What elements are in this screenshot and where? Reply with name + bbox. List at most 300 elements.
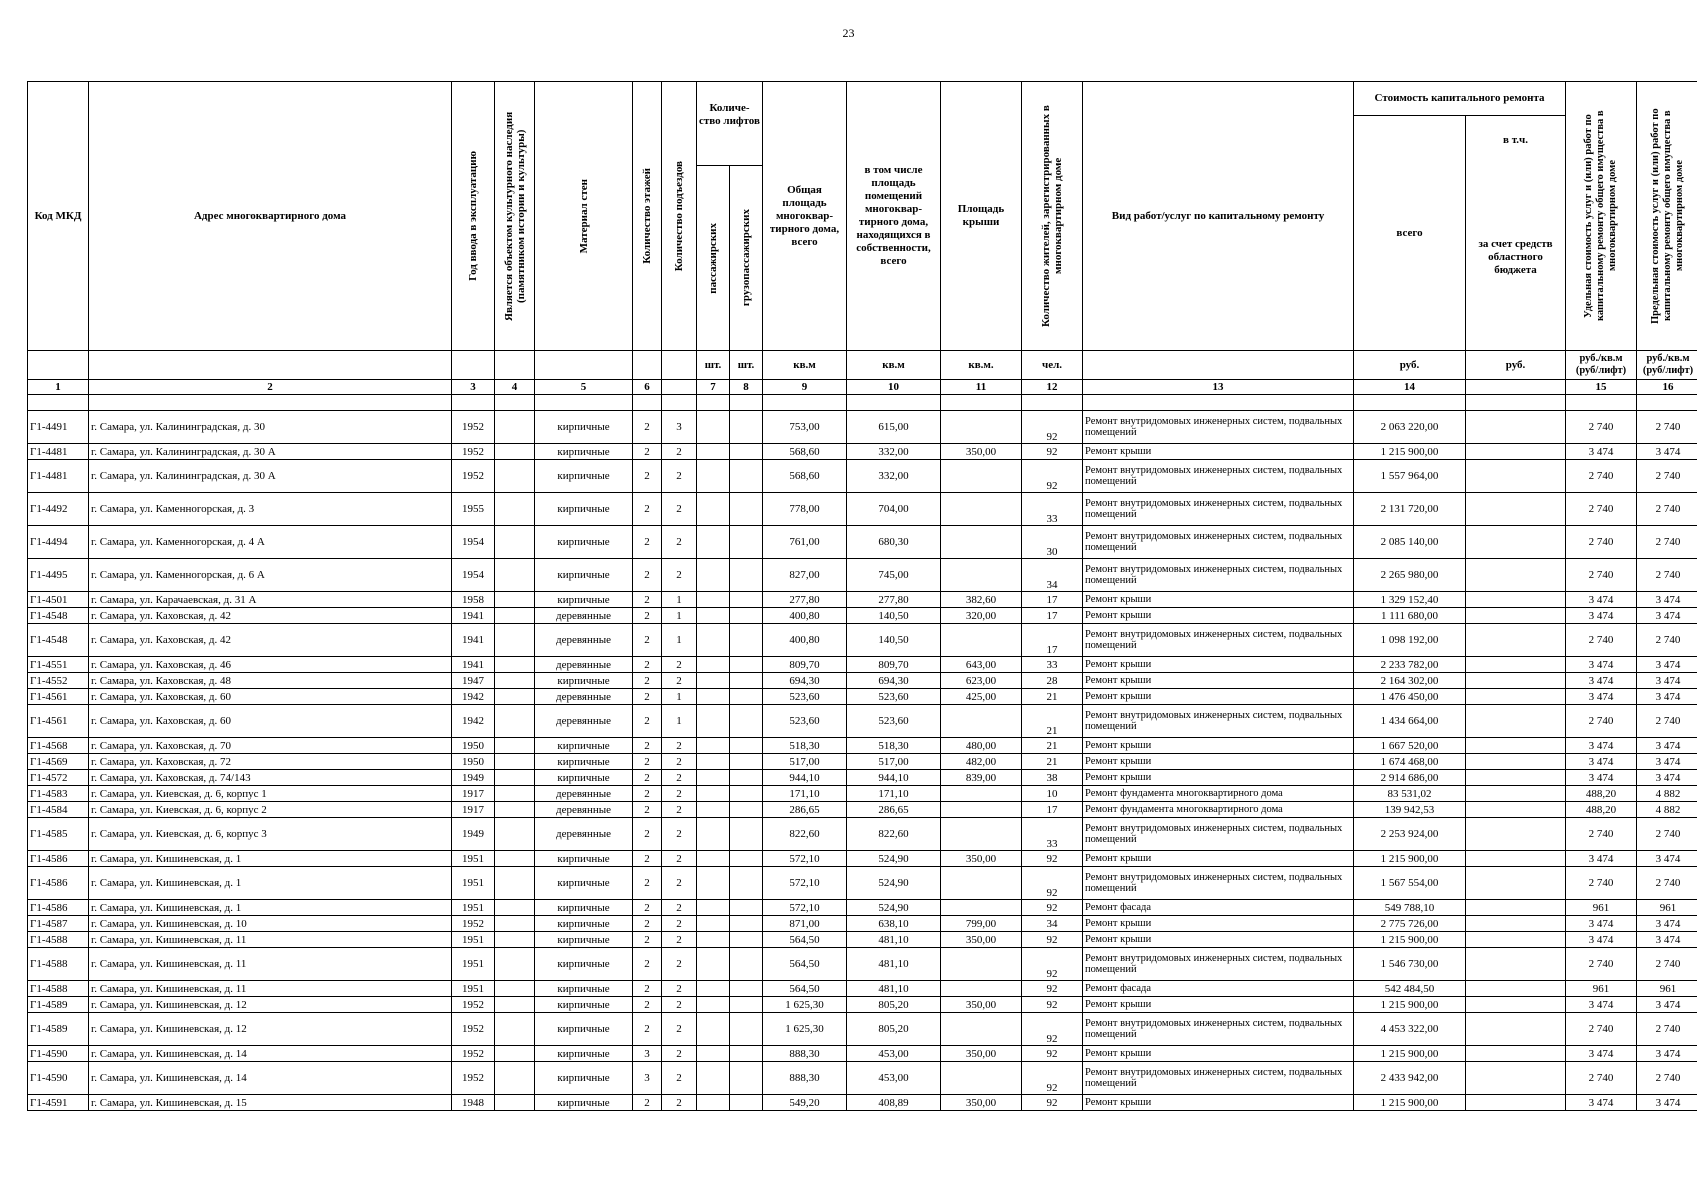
cell-roof-area xyxy=(941,705,1022,738)
cell-owned-area: 517,00 xyxy=(847,754,941,770)
column-number: 11 xyxy=(941,380,1022,395)
cell-heritage xyxy=(495,689,535,705)
cell-floors: 2 xyxy=(633,770,662,786)
cell-entrances: 2 xyxy=(662,997,697,1013)
cell-work-type: Ремонт внутридомовых инженерных систем, подвальных помещений xyxy=(1083,526,1354,559)
table-row xyxy=(28,948,1697,981)
cell-total-area: 778,00 xyxy=(763,493,847,526)
column-number: 6 xyxy=(633,380,662,395)
cell-floors: 2 xyxy=(633,657,662,673)
cell-year: 1952 xyxy=(452,411,495,444)
cell-limit-cost: 3 474 xyxy=(1637,738,1697,754)
cell-cost-regional xyxy=(1466,526,1566,559)
cell-residents: 92 xyxy=(1022,1095,1083,1111)
cell-material: кирпичные xyxy=(535,770,633,786)
cell-unit-cost: 488,20 xyxy=(1566,786,1637,802)
cell-code: Г1-4589 xyxy=(28,997,89,1013)
cell-code: Г1-4552 xyxy=(28,673,89,689)
cell-total-area: 568,60 xyxy=(763,444,847,460)
cell-year: 1949 xyxy=(452,818,495,851)
cell-lifts-cargo xyxy=(730,657,763,673)
cell-work-type: Ремонт крыши xyxy=(1083,689,1354,705)
cell-total-area: 871,00 xyxy=(763,916,847,932)
cell-address: г. Самара, ул. Калининградская, д. 30 А xyxy=(89,460,452,493)
cell-work-type: Ремонт фасада xyxy=(1083,981,1354,997)
cell-cost-total: 1 215 900,00 xyxy=(1354,997,1466,1013)
cell-unit-cost: 2 740 xyxy=(1566,1013,1637,1046)
cell-roof-area xyxy=(941,559,1022,592)
cell-total-area: 518,30 xyxy=(763,738,847,754)
cell-roof-area xyxy=(941,948,1022,981)
cell-owned-area: 481,10 xyxy=(847,981,941,997)
cell-lifts-cargo xyxy=(730,608,763,624)
cell-residents: 34 xyxy=(1022,916,1083,932)
cell-lifts-cargo xyxy=(730,916,763,932)
header-lifts-group: Количе-ство лифтов xyxy=(697,82,763,166)
cell-address: г. Самара, ул. Каховская, д. 70 xyxy=(89,738,452,754)
column-number xyxy=(662,380,697,395)
cell-owned-area: 408,89 xyxy=(847,1095,941,1111)
cell-heritage xyxy=(495,916,535,932)
cell-work-type: Ремонт крыши xyxy=(1083,608,1354,624)
cell-cost-regional xyxy=(1466,608,1566,624)
cell-material: деревянные xyxy=(535,818,633,851)
cell-lifts-passenger xyxy=(697,444,730,460)
header-address: Адрес многоквартирного дома xyxy=(89,82,452,351)
cell-year: 1917 xyxy=(452,802,495,818)
cell-owned-area: 680,30 xyxy=(847,526,941,559)
cell-year: 1952 xyxy=(452,460,495,493)
cell-address: г. Самара, ул. Каменногорская, д. 3 xyxy=(89,493,452,526)
cell-lifts-passenger xyxy=(697,770,730,786)
header-owned-area: в том числе площадь помещений многоквар-тирного дома, находящихся в собственности, всего xyxy=(847,82,941,351)
cell-cost-total: 549 788,10 xyxy=(1354,900,1466,916)
header-cost-group: Стоимость капитального ремонта xyxy=(1354,82,1566,116)
cell-work-type: Ремонт внутридомовых инженерных систем, подвальных помещений xyxy=(1083,1062,1354,1095)
table-row xyxy=(28,981,1697,997)
cell-cost-total: 2 433 942,00 xyxy=(1354,1062,1466,1095)
cell-address: г. Самара, ул. Кишиневская, д. 15 xyxy=(89,1095,452,1111)
cell-lifts-cargo xyxy=(730,460,763,493)
cell-year: 1951 xyxy=(452,900,495,916)
cell-entrances: 2 xyxy=(662,738,697,754)
cell-cost-regional xyxy=(1466,818,1566,851)
cell-residents: 17 xyxy=(1022,802,1083,818)
cell-floors: 2 xyxy=(633,981,662,997)
cell-cost-regional xyxy=(1466,444,1566,460)
cell-code: Г1-4561 xyxy=(28,689,89,705)
cell-residents: 34 xyxy=(1022,559,1083,592)
cell-address: г. Самара, ул. Кишиневская, д. 11 xyxy=(89,932,452,948)
cell-unit-cost: 3 474 xyxy=(1566,932,1637,948)
cell-lifts-cargo xyxy=(730,738,763,754)
cell-owned-area: 524,90 xyxy=(847,867,941,900)
cell-total-area: 944,10 xyxy=(763,770,847,786)
cell-cost-regional xyxy=(1466,592,1566,608)
cell-limit-cost: 3 474 xyxy=(1637,754,1697,770)
cell-material: кирпичные xyxy=(535,851,633,867)
cell-lifts-passenger xyxy=(697,1062,730,1095)
cell-lifts-passenger xyxy=(697,559,730,592)
cell-residents: 92 xyxy=(1022,444,1083,460)
cell-lifts-passenger xyxy=(697,608,730,624)
cell-cost-total: 2 775 726,00 xyxy=(1354,916,1466,932)
cell-floors: 2 xyxy=(633,867,662,900)
cell-owned-area: 694,30 xyxy=(847,673,941,689)
cell-residents: 92 xyxy=(1022,460,1083,493)
cell-floors: 2 xyxy=(633,786,662,802)
cell-code: Г1-4568 xyxy=(28,738,89,754)
cell-work-type: Ремонт внутридомовых инженерных систем, подвальных помещений xyxy=(1083,624,1354,657)
cell-limit-cost: 2 740 xyxy=(1637,460,1697,493)
cell-cost-total: 1 215 900,00 xyxy=(1354,851,1466,867)
cell-heritage xyxy=(495,608,535,624)
cell-code: Г1-4491 xyxy=(28,411,89,444)
cell-material: деревянные xyxy=(535,705,633,738)
table-row xyxy=(28,460,1697,493)
cell-cost-total: 1 674 468,00 xyxy=(1354,754,1466,770)
cell-material: деревянные xyxy=(535,624,633,657)
cell-residents: 92 xyxy=(1022,411,1083,444)
cell-floors: 2 xyxy=(633,460,662,493)
cell-cost-total: 2 265 980,00 xyxy=(1354,559,1466,592)
cell-address: г. Самара, ул. Калининградская, д. 30 xyxy=(89,411,452,444)
cell-cost-regional xyxy=(1466,1046,1566,1062)
cell-material: деревянные xyxy=(535,657,633,673)
cell-entrances: 2 xyxy=(662,770,697,786)
cell-roof-area xyxy=(941,411,1022,444)
cell-unit-cost: 3 474 xyxy=(1566,1046,1637,1062)
cell-limit-cost: 3 474 xyxy=(1637,1095,1697,1111)
cell-address: г. Самара, ул. Кишиневская, д. 14 xyxy=(89,1062,452,1095)
cell-code: Г1-4561 xyxy=(28,705,89,738)
cell-limit-cost: 2 740 xyxy=(1637,867,1697,900)
table-row xyxy=(28,818,1697,851)
unit-sqm-roof: кв.м. xyxy=(941,351,1022,380)
cell-residents: 92 xyxy=(1022,1062,1083,1095)
cell-total-area: 753,00 xyxy=(763,411,847,444)
cell-material: кирпичные xyxy=(535,493,633,526)
cell-roof-area xyxy=(941,526,1022,559)
cell-cost-regional xyxy=(1466,689,1566,705)
cell-cost-regional xyxy=(1466,738,1566,754)
cell-cost-total: 1 111 680,00 xyxy=(1354,608,1466,624)
cell-work-type: Ремонт внутридомовых инженерных систем, подвальных помещений xyxy=(1083,705,1354,738)
cell-lifts-passenger xyxy=(697,460,730,493)
cell-work-type: Ремонт крыши xyxy=(1083,738,1354,754)
cell-floors: 2 xyxy=(633,1095,662,1111)
cell-cost-regional xyxy=(1466,932,1566,948)
cell-residents: 10 xyxy=(1022,786,1083,802)
cell-total-area: 400,80 xyxy=(763,624,847,657)
cell-heritage xyxy=(495,786,535,802)
header-total-area: Общая площадь многоквар-тирного дома, всего xyxy=(763,82,847,351)
cell-code: Г1-4586 xyxy=(28,900,89,916)
cell-entrances: 2 xyxy=(662,526,697,559)
cell-entrances: 2 xyxy=(662,900,697,916)
column-number: 1 xyxy=(28,380,89,395)
cell-lifts-cargo xyxy=(730,1013,763,1046)
cell-cost-total: 2 131 720,00 xyxy=(1354,493,1466,526)
cell-total-area: 809,70 xyxy=(763,657,847,673)
cell-lifts-passenger xyxy=(697,1046,730,1062)
cell-heritage xyxy=(495,1013,535,1046)
cell-code: Г1-4551 xyxy=(28,657,89,673)
cell-roof-area xyxy=(941,1013,1022,1046)
cell-material: кирпичные xyxy=(535,754,633,770)
cell-lifts-passenger xyxy=(697,1013,730,1046)
cell-unit-cost: 3 474 xyxy=(1566,689,1637,705)
column-number: 3 xyxy=(452,380,495,395)
cell-cost-regional xyxy=(1466,900,1566,916)
cell-total-area: 572,10 xyxy=(763,867,847,900)
cell-unit-cost: 2 740 xyxy=(1566,624,1637,657)
cell-year: 1950 xyxy=(452,738,495,754)
cell-floors: 2 xyxy=(633,689,662,705)
cell-entrances: 2 xyxy=(662,754,697,770)
cell-lifts-passenger xyxy=(697,802,730,818)
cell-lifts-passenger xyxy=(697,592,730,608)
cell-lifts-cargo xyxy=(730,689,763,705)
cell-lifts-cargo xyxy=(730,802,763,818)
cell-limit-cost: 2 740 xyxy=(1637,526,1697,559)
cell-cost-regional xyxy=(1466,997,1566,1013)
cell-unit-cost: 3 474 xyxy=(1566,657,1637,673)
cell-code: Г1-4586 xyxy=(28,851,89,867)
cell-lifts-passenger xyxy=(697,786,730,802)
header-unit-cost: Удельная стоимость услуг и (или) работ по капитальному ремонту общего имущества в многоквартирном доме xyxy=(1583,110,1619,322)
cell-total-area: 888,30 xyxy=(763,1046,847,1062)
cell-material: кирпичные xyxy=(535,932,633,948)
column-number: 15 xyxy=(1566,380,1637,395)
cell-heritage xyxy=(495,770,535,786)
cell-year: 1917 xyxy=(452,786,495,802)
cell-owned-area: 805,20 xyxy=(847,1013,941,1046)
cell-owned-area: 638,10 xyxy=(847,916,941,932)
cell-entrances: 2 xyxy=(662,1013,697,1046)
cell-limit-cost: 3 474 xyxy=(1637,932,1697,948)
cell-limit-cost: 2 740 xyxy=(1637,624,1697,657)
cell-work-type: Ремонт крыши xyxy=(1083,916,1354,932)
cell-owned-area: 524,90 xyxy=(847,900,941,916)
cell-heritage xyxy=(495,981,535,997)
table-row xyxy=(28,624,1697,657)
cell-heritage xyxy=(495,559,535,592)
cell-floors: 3 xyxy=(633,1046,662,1062)
column-number: 13 xyxy=(1083,380,1354,395)
cell-entrances: 2 xyxy=(662,493,697,526)
cell-residents: 21 xyxy=(1022,689,1083,705)
header-cost-total: всего xyxy=(1354,116,1466,351)
cell-address: г. Самара, ул. Карачаевская, д. 31 А xyxy=(89,592,452,608)
cell-lifts-passenger xyxy=(697,754,730,770)
cell-cost-total: 2 233 782,00 xyxy=(1354,657,1466,673)
table-row xyxy=(28,689,1697,705)
cell-residents: 33 xyxy=(1022,818,1083,851)
table-row xyxy=(28,559,1697,592)
cell-residents: 17 xyxy=(1022,608,1083,624)
table-row xyxy=(28,786,1697,802)
cell-year: 1951 xyxy=(452,932,495,948)
cell-lifts-cargo xyxy=(730,705,763,738)
cell-unit-cost: 2 740 xyxy=(1566,818,1637,851)
header-year: Год ввода в эксплуатацию xyxy=(467,151,479,281)
cell-entrances: 2 xyxy=(662,559,697,592)
capital-repair-register-table xyxy=(27,81,1697,1111)
cell-roof-area: 425,00 xyxy=(941,689,1022,705)
cell-residents: 21 xyxy=(1022,705,1083,738)
cell-material: кирпичные xyxy=(535,997,633,1013)
cell-lifts-passenger xyxy=(697,673,730,689)
cell-residents: 28 xyxy=(1022,673,1083,689)
cell-address: г. Самара, ул. Каховская, д. 46 xyxy=(89,657,452,673)
cell-total-area: 572,10 xyxy=(763,900,847,916)
cell-entrances: 1 xyxy=(662,689,697,705)
cell-limit-cost: 2 740 xyxy=(1637,1062,1697,1095)
cell-lifts-passenger xyxy=(697,916,730,932)
cell-year: 1941 xyxy=(452,657,495,673)
cell-address: г. Самара, ул. Кишиневская, д. 12 xyxy=(89,1013,452,1046)
cell-material: деревянные xyxy=(535,802,633,818)
cell-roof-area: 482,00 xyxy=(941,754,1022,770)
cell-year: 1951 xyxy=(452,867,495,900)
cell-entrances: 1 xyxy=(662,705,697,738)
cell-roof-area xyxy=(941,460,1022,493)
cell-owned-area: 944,10 xyxy=(847,770,941,786)
cell-roof-area: 350,00 xyxy=(941,932,1022,948)
cell-total-area: 761,00 xyxy=(763,526,847,559)
cell-heritage xyxy=(495,657,535,673)
cell-lifts-passenger xyxy=(697,997,730,1013)
cell-cost-regional xyxy=(1466,705,1566,738)
cell-heritage xyxy=(495,460,535,493)
cell-lifts-passenger xyxy=(697,900,730,916)
cell-code: Г1-4584 xyxy=(28,802,89,818)
cell-floors: 2 xyxy=(633,493,662,526)
cell-year: 1952 xyxy=(452,997,495,1013)
cell-total-area: 827,00 xyxy=(763,559,847,592)
column-number: 4 xyxy=(495,380,535,395)
cell-material: кирпичные xyxy=(535,900,633,916)
cell-code: Г1-4494 xyxy=(28,526,89,559)
cell-cost-total: 1 546 730,00 xyxy=(1354,948,1466,981)
cell-heritage xyxy=(495,673,535,689)
cell-lifts-passenger xyxy=(697,818,730,851)
cell-heritage xyxy=(495,1062,535,1095)
cell-cost-regional xyxy=(1466,1013,1566,1046)
cell-lifts-passenger xyxy=(697,526,730,559)
cell-limit-cost: 2 740 xyxy=(1637,705,1697,738)
cell-residents: 92 xyxy=(1022,851,1083,867)
cell-limit-cost: 2 740 xyxy=(1637,948,1697,981)
cell-floors: 2 xyxy=(633,997,662,1013)
cell-cost-regional xyxy=(1466,559,1566,592)
cell-cost-regional xyxy=(1466,867,1566,900)
cell-lifts-cargo xyxy=(730,1062,763,1095)
cell-code: Г1-4548 xyxy=(28,608,89,624)
cell-lifts-passenger xyxy=(697,1095,730,1111)
cell-limit-cost: 961 xyxy=(1637,981,1697,997)
table-row xyxy=(28,411,1697,444)
cell-year: 1955 xyxy=(452,493,495,526)
cell-heritage xyxy=(495,738,535,754)
table-row xyxy=(28,754,1697,770)
cell-material: деревянные xyxy=(535,786,633,802)
cell-year: 1947 xyxy=(452,673,495,689)
cell-residents: 21 xyxy=(1022,754,1083,770)
cell-lifts-passenger xyxy=(697,948,730,981)
cell-material: кирпичные xyxy=(535,867,633,900)
cell-total-area: 171,10 xyxy=(763,786,847,802)
cell-total-area: 1 625,30 xyxy=(763,997,847,1013)
cell-year: 1942 xyxy=(452,705,495,738)
cell-cost-regional xyxy=(1466,624,1566,657)
table-row xyxy=(28,770,1697,786)
cell-owned-area: 286,65 xyxy=(847,802,941,818)
cell-entrances: 2 xyxy=(662,916,697,932)
cell-total-area: 549,20 xyxy=(763,1095,847,1111)
column-number-row xyxy=(28,380,1697,395)
cell-owned-area: 523,60 xyxy=(847,689,941,705)
cell-work-type: Ремонт внутридомовых инженерных систем, подвальных помещений xyxy=(1083,948,1354,981)
cell-limit-cost: 3 474 xyxy=(1637,657,1697,673)
column-number: 14 xyxy=(1354,380,1466,395)
cell-total-area: 568,60 xyxy=(763,460,847,493)
cell-unit-cost: 3 474 xyxy=(1566,754,1637,770)
cell-floors: 2 xyxy=(633,802,662,818)
cell-work-type: Ремонт фундамента многоквартирного дома xyxy=(1083,786,1354,802)
cell-unit-cost: 3 474 xyxy=(1566,738,1637,754)
cell-limit-cost: 4 882 xyxy=(1637,786,1697,802)
cell-unit-cost: 3 474 xyxy=(1566,770,1637,786)
cell-residents: 92 xyxy=(1022,900,1083,916)
cell-lifts-cargo xyxy=(730,981,763,997)
cell-limit-cost: 3 474 xyxy=(1637,608,1697,624)
cell-material: кирпичные xyxy=(535,1095,633,1111)
cell-residents: 17 xyxy=(1022,624,1083,657)
cell-lifts-cargo xyxy=(730,1046,763,1062)
cell-code: Г1-4585 xyxy=(28,818,89,851)
cell-lifts-cargo xyxy=(730,948,763,981)
cell-code: Г1-4588 xyxy=(28,981,89,997)
cell-code: Г1-4588 xyxy=(28,932,89,948)
cell-heritage xyxy=(495,705,535,738)
unit-sqm-total: кв.м xyxy=(763,351,847,380)
cell-cost-regional xyxy=(1466,786,1566,802)
cell-limit-cost: 3 474 xyxy=(1637,851,1697,867)
cell-address: г. Самара, ул. Кишиневская, д. 12 xyxy=(89,997,452,1013)
cell-code: Г1-4590 xyxy=(28,1062,89,1095)
cell-unit-cost: 2 740 xyxy=(1566,559,1637,592)
cell-residents: 92 xyxy=(1022,932,1083,948)
cell-roof-area: 643,00 xyxy=(941,657,1022,673)
cell-residents: 92 xyxy=(1022,1013,1083,1046)
cell-material: кирпичные xyxy=(535,411,633,444)
cell-address: г. Самара, ул. Каменногорская, д. 4 А xyxy=(89,526,452,559)
cell-cost-total: 139 942,53 xyxy=(1354,802,1466,818)
cell-lifts-cargo xyxy=(730,754,763,770)
cell-cost-total: 542 484,50 xyxy=(1354,981,1466,997)
cell-address: г. Самара, ул. Киевская, д. 6, корпус 1 xyxy=(89,786,452,802)
cell-roof-area: 839,00 xyxy=(941,770,1022,786)
cell-work-type: Ремонт крыши xyxy=(1083,592,1354,608)
cell-roof-area xyxy=(941,493,1022,526)
cell-address: г. Самара, ул. Каменногорская, д. 6 А xyxy=(89,559,452,592)
unit-rub-regional: руб. xyxy=(1466,351,1566,380)
cell-cost-total: 83 531,02 xyxy=(1354,786,1466,802)
table-row xyxy=(28,802,1697,818)
cell-roof-area: 350,00 xyxy=(941,997,1022,1013)
